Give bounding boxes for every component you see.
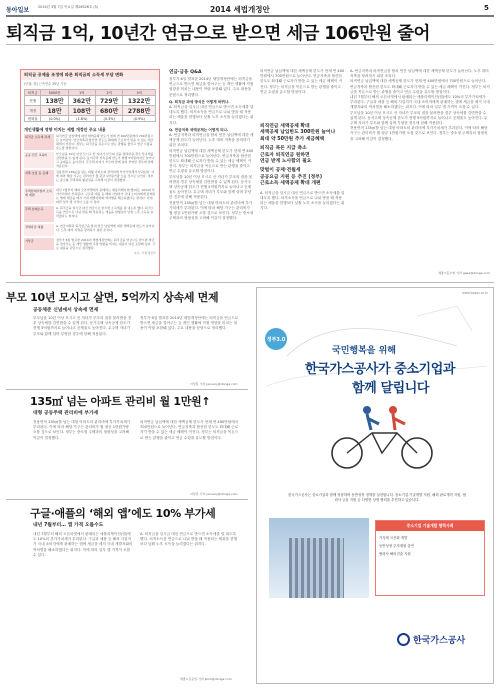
table-cell: 2억 (96, 90, 123, 96)
category-label: 퇴직금 소득세 과세 (24, 134, 54, 150)
right-paragraph: 내년 7월부터 해외 오픈마켓에서 판매되는 애플리케이션(앱)에도 10%의 부가가치세가 부과된다. 구글과 애플 등 해외 사업자가 국내 소비자에게 판매하는 앱에 세금을 매겨 국내 개발자와의 역차별을 해소하겠다는 취지다. 이에 따라 일부 앱 가격이 오를 수 있다. (350, 95, 490, 110)
table-cell: (0.3%) (96, 116, 123, 122)
story3-title: 135㎡ 넘는 아파트 관리비 월 1만원↑ (30, 395, 211, 408)
byline: 세종=홍수영 기자 gaea@donga.com (438, 271, 490, 275)
qa-paragraph: 퇴직연금 납입액에 대한 세액공제 한도가 현재 연 400만원에서 700만원으로 늘어난다. 연금저축과 합산한 한도도 확대돼 근로자가 받을 수 있는 세금 혜택이 커진다. 정부는 퇴직금을 목돈으로 받는 관행을 줄이고 연금 수령을 유도할 방침이다. (169, 148, 254, 174)
category-text: 전용면적 135㎡를 넘는 대형 아파트의 관리비에 부가가치세가 부과된다. 이에 따라 해당 가구는 관리비가 월 평균 1만원가량 오를 것으로 보인다. 정부는 중소형 주택과의 형평성을 고려해 이같이 결정했다. (56, 170, 155, 182)
byline: 세종=김준일 기자 jikim@donga.com (180, 677, 232, 681)
ad-info-item: 동반성장 투자재원 출연 (379, 544, 414, 548)
headline-rule (6, 44, 494, 45)
category-row (24, 134, 156, 150)
story4-title: 구글·애플의 ‘해외 앱’에도 10% 부가세 (30, 507, 216, 520)
right-paragraph: A. 연금저축과 퇴직연금을 합쳐 연간 납입액에 대한 세액공제 한도가 늘어난다. 노후 대비 저축을 장려하기 위한 조치다. (350, 69, 489, 79)
category-row (24, 238, 156, 250)
table-cell: 5000만 (41, 90, 68, 96)
category-label: 주택 임대소득 (24, 206, 54, 222)
category-row (24, 206, 156, 222)
qa-column (169, 69, 254, 283)
story4-sub: 내년 7월부터… 앱 가격 오를수도 (33, 523, 104, 528)
story2-body-left: 부모님을 10년 이상 모시고 산 자녀가 부모의 집을 물려받을 경우 상속세를 감면받을 수 있게 된다. 동거주택 상속공제 한도가 현행 5억원까지로 늘어나고 공제율도 높아진다. 무주택 자녀가 부모와 함께 살며 부양한 경우에 한해 적용된다. (33, 316, 132, 336)
ad-line2: 한국가스공사가 중소기업과 (305, 362, 456, 377)
right-column (350, 69, 490, 275)
table-cell: 18만 (41, 106, 68, 116)
main-headline: 퇴직금 1억, 10년간 연금으로 받으면 세금 106만원 줄어 (6, 24, 430, 44)
table-cell: (1.8%) (68, 116, 95, 122)
right-paragraph: 전용면적 135㎡를 넘는 대형 아파트의 관리비에 부가가치세가 부과된다. 이에 따라 해당 가구는 관리비가 월 평균 1만원가량 오를 것으로 보인다. 정부는 중소형 주택과의 형평성을 고려해 이같이 결정했다. (350, 126, 488, 141)
page-number: 5 (484, 4, 489, 12)
byline: 이상훈 기자 january@donga.com (190, 382, 238, 386)
qa-question: Q. 퇴직금 과세 방식은 어떻게 바뀌나. (169, 99, 230, 104)
tax-table (24, 89, 156, 122)
right-paragraph: 퇴직연금 납입액에 대한 세액공제 한도가 현재 연 400만원에서 700만원으로 늘어난다. 연금저축과 합산한 한도도 확대돼 근로자가 받을 수 있는 세금 혜택이 커진다. 정부는 퇴직금을 목돈으로 받는 관행을 줄이고 연금 수령을 유도할 방침이다. (350, 79, 490, 94)
table-cell: (0.9%) (123, 116, 156, 122)
qa-question: Q. 연금저축 세액공제는 어떻게 되나. (169, 127, 229, 132)
middle-column (260, 69, 345, 261)
category-list (21, 134, 159, 250)
ad-info-item: 기자재 국산화 개발 (379, 536, 408, 540)
category-text: A. 연금저축과 퇴직연금을 합쳐 연간 납입액에 대한 세액공제 한도가 늘어난다. 노후 대비 저축을 장려하기 위한 조치다. (56, 224, 155, 232)
ad-info-box (375, 520, 485, 596)
infographic-subtitle: 개인생활에 영향 미치는 세법 개정안 주요 내용 (24, 127, 106, 132)
category-text: 퇴직연금 납입액에 대한 세액공제 한도가 현재 연 400만원에서 700만원으로 늘어난다. 연금저축과 합산한 한도도 확대돼 근로자가 받을 수 있는 세금 혜택이 커진다. 정부는 퇴직금을 목돈으로 받는 관행을 줄이고 연금 수령을 유도할 방침이다. (56, 134, 154, 150)
story4-body-left: 내년 7월부터 해외 오픈마켓에서 판매되는 애플리케이션(앱)에도 10%의 부가가치세가 부과된다. 구글과 애플 등 해외 사업자가 국내 소비자에게 판매하는 앱에 세금을 매겨 국내 개발자와의 역차별을 해소하겠다는 취지다. 이에 따라 일부 앱 가격이 오를 수 있다. (33, 532, 133, 557)
gov30-badge-icon: 정부3.0 (265, 328, 287, 350)
section-title: 2014 세법개정안 (210, 5, 270, 14)
subhead-3: 맞벌이 공제·전월세 공공요금 지원 등 추진 (정부) 근로소득 세액공제 확대 개편 (260, 168, 323, 187)
category-label: 기부금 (24, 238, 54, 250)
category-label: 공공·민간 교육비 (24, 152, 54, 168)
table-cell: 362만 (68, 96, 95, 106)
story-rule (6, 389, 248, 390)
story2-sub: 공동체준 신념에서 상속세 면제 (33, 308, 99, 313)
story2-title: 부모 10년 모시고 살면, 5억까지 상속세 면제 (6, 291, 219, 304)
right-paragraph: 부모님을 10년 이상 모시고 산 자녀가 부모의 집을 물려받을 경우 상속세를 감면받을 수 있게 된다. 동거주택 상속공제 한도가 현행 5억원까지로 늘어나고 공제율도 높아진다. 무주택 자녀가 부모와 함께 살며 부양한 경우에 한해 적용된다. (350, 110, 488, 126)
table-cell: 현행 (25, 96, 41, 106)
table-cell: 108만 (68, 106, 95, 116)
story3-sub: 대형 공동주택 관리비에 부가세 (33, 411, 99, 416)
table-cell: (0.0%) (41, 116, 68, 122)
category-text: A. 퇴직금을 일시금 대신 연금으로 받으면 소득세를 덜 내도록 했다. 퇴직소득을 연금으로 나눠 받을 때 적용되는 세율을 현행보다 낮춰 노후 소득을 늘리겠다는 취지다. (56, 206, 154, 218)
header-rule (6, 15, 494, 17)
advertisement[interactable] (256, 287, 494, 684)
story-rule (6, 499, 248, 500)
company-name: 한국가스공사 (413, 636, 466, 646)
story4-body-right: A. 퇴직금을 일시금 대신 연금으로 받으면 소득세를 덜 내도록 했다. 퇴직소득을 연금으로 나눠 받을 때 적용되는 세율을 현행보다 낮춰 노후 소득을 늘리겠다는 취지다. (140, 532, 238, 547)
category-text: 내년 7월부터 해외 오픈마켓에서 판매되는 애플리케이션(앱)에도 10%의 부가가치세가 부과된다. 구글과 애플 등 해외 사업자가 국내 소비자에게 판매하는 앱에 세금을 매겨 국내 개발자와의 역차별을 해소하겠다는 취지다. 이에 따라 일부 앱 가격이 오를 수 있다. (56, 188, 156, 204)
table-cell: 138만 (41, 96, 68, 106)
infographic-box (20, 69, 160, 276)
ad-line1: 국민행복을 위해 (332, 346, 396, 356)
infographic-title: 퇴직금 공제율 조정에 따른 퇴직금의 소득세 부담 변화 (21, 70, 159, 80)
table-cell: 개정 (25, 106, 41, 116)
qa-paragraph: 정부가 6일 발표한 2014년 세법개정안에는 퇴직금을 연금으로 받으면 세금을 깎아주는 등 개인 생활에 직접 영향을 미치는 내용이 여럿 포함돼 있다. 주요 내용을 문답으로 정리했다. (169, 77, 254, 97)
story3-body-left: 전용면적 135㎡를 넘는 대형 아파트의 관리비에 부가가치세가 부과된다. 이에 따라 해당 가구는 관리비가 월 평균 1만원가량 오를 것으로 보인다. 정부는 중소형 주택과의 형평성을 고려해 이같이 결정했다. (33, 420, 131, 440)
table-cell: 680만 (96, 106, 123, 116)
qa-paragraph: 부모님을 10년 이상 모시고 산 자녀가 부모의 집을 물려받을 경우 상속세를 감면받을 수 있게 된다. 동거주택 상속공제 한도가 현행 5억원까지로 늘어나고 공제율도 높아진다. 무주택 자녀가 부모와 함께 살며 부양한 경우에 한해 적용된다. (169, 174, 253, 200)
category-label: 전세자금 대출 (24, 224, 54, 236)
ad-info-title: 중소기업 기술개발 협력사례 (376, 521, 484, 531)
category-label: 주택임대사업자 소득세 개편 (24, 188, 54, 204)
category-row (24, 170, 156, 186)
category-text: 정부가 6일 발표한 2014년 세법개정안에는 퇴직금을 연금으로 받으면 세금을 깎아주는 등 개인 생활에 직접 영향을 미치는 내용이 여럿 포함돼 있다. 주요 내용을 문답으로 정리했다. (56, 238, 156, 250)
qa-body (169, 77, 254, 283)
ad-info-item: 협력사 해외진출 지원 (379, 552, 411, 556)
subhead-1: 퇴직연금 세액공제 확대 세액공제 납입한도 300만원 늘어나 최대 약 50만원 추가 세금혜택 (260, 124, 336, 142)
company-logo (397, 633, 465, 646)
issue-date: 2014년 3월 7일 목요일 제28526호 (5) (38, 5, 99, 9)
tandem-bicycle-icon (327, 398, 437, 473)
newspaper-logo: 동아일보 (6, 7, 30, 14)
story2-body-right: 정부가 6일 발표한 2014년 세법개정안에는 퇴직금을 연금으로 받으면 세금을 깎아주는 등 개인 생활에 직접 영향을 미치는 내용이 여럿 포함돼 있다. 주요 내용을 문답으로 정리했다. (140, 316, 239, 331)
qa-paragraph: A. 퇴직금을 일시금 대신 연금으로 받으면 소득세를 덜 내도록 했다. 퇴직소득을 연금으로 나눠 받을 때 적용되는 세율을 현행보다 낮춰 노후 소득을 늘리겠다는 취지다. (169, 105, 254, 125)
infographic-note: (단위: 원) 근속연수 30년 기준 (24, 82, 67, 86)
table-cell: 2788만 (123, 106, 156, 116)
middle-body-2: A. 퇴직금을 일시금 대신 연금으로 받으면 소득세를 덜 내도록 했다. 퇴직소득을 연금으로 나눠 받을 때 적용되는 세율을 현행보다 낮춰 노후 소득을 늘리겠다는 취지다. (260, 190, 345, 211)
qa-paragraph: A. 연금저축과 퇴직연금을 합쳐 연간 납입액에 대한 세액공제 한도가 늘어난다. 노후 대비 저축을 장려하기 위한 조치다. (169, 133, 254, 148)
subhead-2: 퇴직금 목돈 지급 축소 근로자 퇴직연금 원하면 연금 받게 노사합의 필요 (260, 146, 312, 165)
table-cell: 1억 (68, 90, 95, 96)
ad-footer-text: 한국가스공사는 중소기업과 함께 성장하며 동반성장 정책을 실천합니다. 중소기업 기술개발 지원, 해외 판로개척 지원, 협력사 금융 지원 등 다양한 상생 협력을 추진하고 있습니다. (288, 493, 466, 502)
qa-paragraph: 전용면적 135㎡를 넘는 대형 아파트의 관리비에 부가가치세가 부과된다. 이에 따라 해당 가구는 관리비가 월 평균 1만원가량 오를 것으로 보인다. 정부는 중소형 주택과의 형평성을 고려해 이같이 결정했다. (169, 200, 254, 221)
qa-title: 연금·금융 Q&A (169, 70, 202, 75)
category-label: 저축·보장 등 공제 (24, 170, 54, 186)
category-row (24, 152, 156, 168)
kogas-logo-icon (397, 633, 410, 646)
category-row (24, 224, 156, 236)
table-cell: 퇴직금 (25, 90, 41, 96)
table-cell: 729만 (96, 96, 123, 106)
table-cell: 3억 (123, 90, 156, 96)
infographic-source: 자료: 기획재정부 (133, 251, 156, 255)
story3-body-right: 퇴직연금 납입액에 대한 세액공제 한도가 현재 연 400만원에서 700만원으로 늘어난다. 연금저축과 합산한 한도도 확대돼 근로자가 받을 수 있는 세금 혜택이 커진다. 정부는 퇴직금을 목돈으로 받는 관행을 줄이고 연금 수령을 유도할 방침이다. (140, 420, 239, 440)
ad-line3: 함께 달립니다 (352, 381, 430, 396)
middle-body: 퇴직연금 납입액에 대한 세액공제 한도가 현재 연 400만원에서 700만원으로 늘어난다. 연금저축과 합산한 한도도 확대돼 근로자가 받을 수 있는 세금 혜택이 커진다. 정부는 퇴직금을 목돈으로 받는 관행을 줄이고 연금 수령을 유도할 방침이다. (260, 69, 345, 94)
byline: 이상훈 기자 january@donga.com (190, 492, 238, 496)
category-row (24, 188, 156, 204)
section-rule (6, 282, 494, 283)
table-cell: 1322만 (123, 96, 156, 106)
category-text: 부모님을 10년 이상 모시고 산 자녀가 부모의 집을 물려받을 경우 상속세를 감면받을 수 있게 된다. 동거주택 상속공제 한도가 현행 5억원까지로 늘어나고 공제율도 높아진다. 무주택 자녀가 부모와 함께 살며 부양한 경우에 한해 적용된다. (56, 152, 155, 168)
table-cell: 변화율 (25, 116, 41, 122)
right-body (350, 69, 490, 269)
ad-url: www.kogas.or.kr (461, 291, 488, 295)
ad-info-list (376, 531, 484, 561)
headquarters-photo (269, 518, 369, 598)
